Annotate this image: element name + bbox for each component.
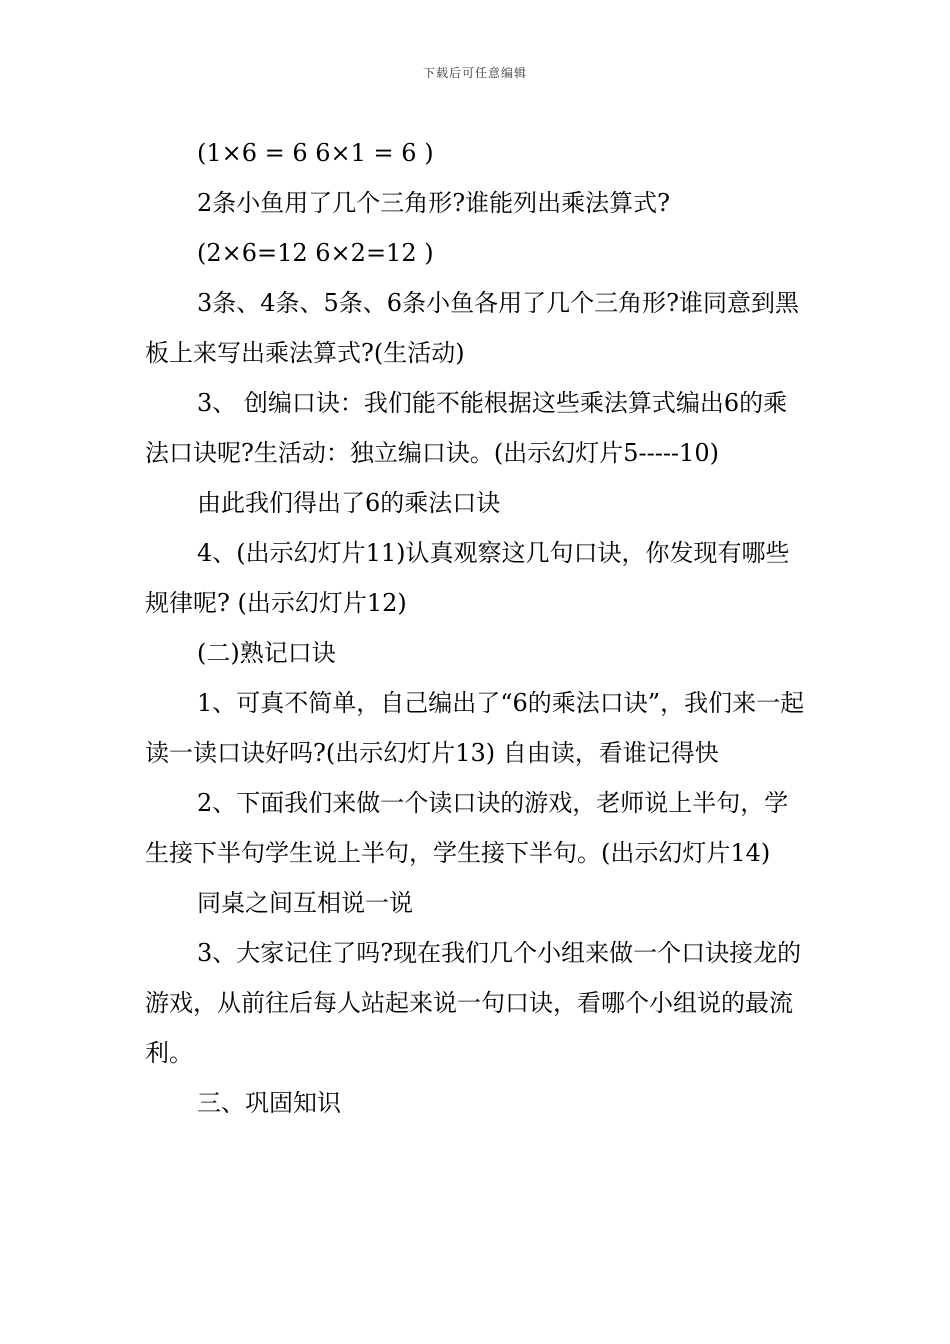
paragraph-10: 2、下面我们来做一个读口诀的游戏，老师说上半句，学生接下半句学生说上半句，学生接下半句。(出示幻灯片14)	[145, 789, 789, 867]
paragraph-6: 由此我们得出了6的乘法口诀	[197, 489, 501, 517]
paragraph-8: (二)熟记口诀	[197, 639, 336, 667]
paragraph-1: (1×6 = 6 6×1 = 6 )	[197, 139, 434, 167]
document-body	[145, 128, 807, 1128]
paragraph-4: 3条、4条、5条、6条小鱼各用了几个三角形?谁同意到黑板上来写出乘法算式?(生活动)	[145, 289, 799, 367]
paragraph-7: 4、(出示幻灯片11)认真观察这几句口诀，你发现有哪些规律呢? (出示幻灯片12)	[145, 539, 790, 617]
paragraph-9: 1、可真不简单，自己编出了“6的乘法口诀”，我们来一起读一读口诀好吗?(出示幻灯片13) 自由读，看谁记得快	[145, 689, 805, 767]
section-heading: 三、巩固知识	[197, 1089, 341, 1117]
paragraph-12: 3、大家记住了吗?现在我们几个小组来做一个口诀接龙的游戏，从前往后每人站起来说一句口诀，看哪个小组说的最流利。	[145, 939, 802, 1067]
page-header: 下载后可任意编辑	[422, 66, 527, 80]
paragraph-5: 3、 创编口诀：我们能不能根据这些乘法算式编出6的乘法口诀呢?生活动：独立编口诀。(出示幻灯片5-----10)	[145, 389, 788, 467]
paragraph-11: 同桌之间互相说一说	[197, 889, 413, 917]
paragraph-2: 2条小鱼用了几个三角形?谁能列出乘法算式?	[197, 189, 671, 217]
paragraph-3: (2×6=12 6×2=12 )	[197, 239, 434, 267]
